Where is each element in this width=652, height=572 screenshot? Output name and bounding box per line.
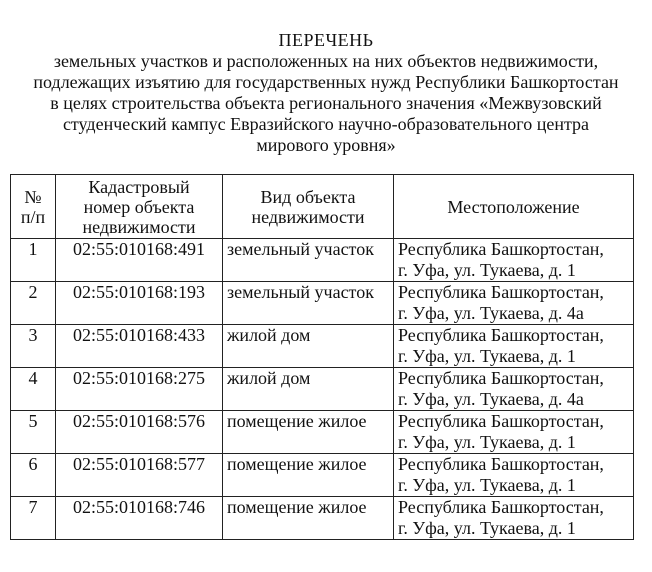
row-type: помещение жилое [223, 411, 394, 454]
row-num: 6 [11, 454, 56, 497]
document-title: ПЕРЕЧЕНЬ [278, 30, 374, 50]
row-type: земельный участок [223, 282, 394, 325]
header-type: Вид объекта недвижимости [223, 175, 394, 239]
row-num: 5 [11, 411, 56, 454]
row-num: 7 [11, 497, 56, 540]
heading-line-5: мирового уровня» [256, 135, 396, 155]
row-location: Республика Башкортостан, г. Уфа, ул. Тукаева, д. 1 [394, 454, 634, 497]
row-num: 1 [11, 239, 56, 282]
heading-line-3: в целях строительства объекта регионального значения «Межвузовский [50, 93, 602, 113]
row-location: Республика Башкортостан, г. Уфа, ул. Тукаева, д. 1 [394, 411, 634, 454]
table-row [11, 411, 634, 454]
row-num: 4 [11, 368, 56, 411]
row-type: помещение жилое [223, 497, 394, 540]
heading-line-2: подлежащих изъятию для государственных нужд Республики Башкортостан [33, 72, 619, 92]
table-row [11, 497, 634, 540]
row-cadastral: 02:55:010168:193 [56, 282, 223, 325]
header-num: № п/п [11, 175, 56, 239]
table-row [11, 368, 634, 411]
row-type: жилой дом [223, 368, 394, 411]
heading-line-4: студенческий кампус Евразийского научно-образовательного центра [62, 114, 590, 134]
table-row [11, 325, 634, 368]
header-cadastral: Кадастровый номер объекта недвижимости [56, 175, 223, 239]
document-heading [0, 30, 652, 156]
table-row [11, 454, 634, 497]
header-location: Местоположение [394, 175, 634, 239]
table-row [11, 282, 634, 325]
heading-line-1: земельных участков и расположенных на них объектов недвижимости, [53, 51, 599, 71]
row-location: Республика Башкортостан, г. Уфа, ул. Тукаева, д. 1 [394, 325, 634, 368]
row-location: Республика Башкортостан, г. Уфа, ул. Тукаева, д. 1 [394, 239, 634, 282]
table-row [11, 239, 634, 282]
row-num: 2 [11, 282, 56, 325]
row-cadastral: 02:55:010168:577 [56, 454, 223, 497]
property-table [10, 174, 634, 540]
row-type: помещение жилое [223, 454, 394, 497]
row-num: 3 [11, 325, 56, 368]
row-location: Республика Башкортостан, г. Уфа, ул. Тукаева, д. 4а [394, 282, 634, 325]
row-cadastral: 02:55:010168:275 [56, 368, 223, 411]
row-location: Республика Башкортостан, г. Уфа, ул. Тукаева, д. 1 [394, 497, 634, 540]
row-cadastral: 02:55:010168:576 [56, 411, 223, 454]
row-type: земельный участок [223, 239, 394, 282]
row-cadastral: 02:55:010168:433 [56, 325, 223, 368]
row-cadastral: 02:55:010168:746 [56, 497, 223, 540]
table-header-row [11, 175, 634, 239]
row-location: Республика Башкортостан, г. Уфа, ул. Тукаева, д. 4а [394, 368, 634, 411]
row-cadastral: 02:55:010168:491 [56, 239, 223, 282]
row-type: жилой дом [223, 325, 394, 368]
